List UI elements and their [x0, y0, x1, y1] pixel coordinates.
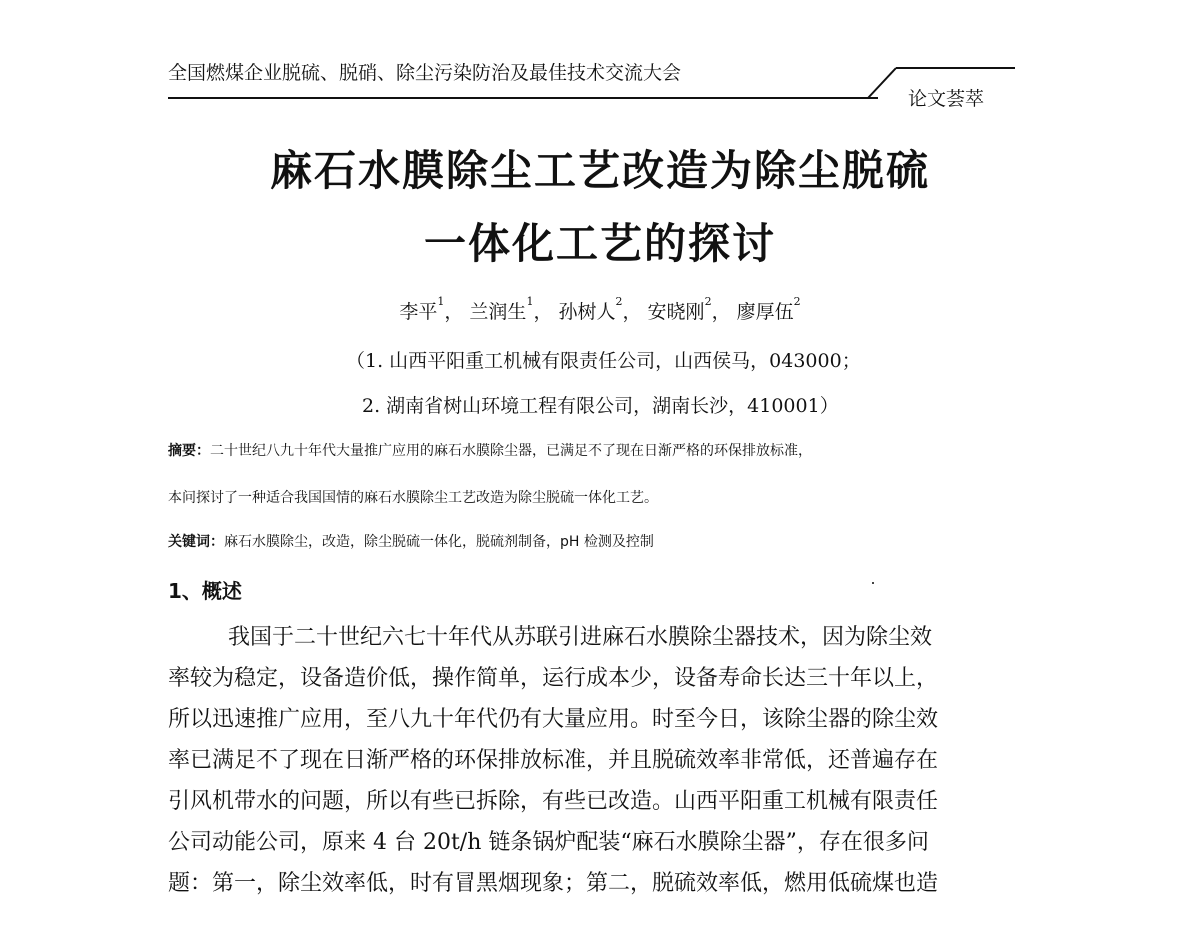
body-line: 率已满足不了现在日渐严格的环保排放标准，并且脱硫效率非常低，还普遍存在: [168, 748, 939, 773]
author: 安晓刚$^2$: [647, 295, 712, 323]
scan-speck: [872, 582, 874, 584]
abstract: [168, 440, 812, 460]
keywords: [168, 531, 654, 551]
author: 廖厚伍$^2$: [736, 295, 801, 323]
author: 李平$^1$: [399, 295, 445, 323]
body-line: 引风机带水的问题，所以有些已拆除，有些已改造。山西平阳重工机械有限责任: [168, 789, 939, 814]
keywords-text: 麻石水膜除尘，改造，除尘脱硫一体化，脱硫剂制备，pH 检测及控制: [224, 534, 654, 550]
body-line: 所以迅速推广应用，至八九十年代仍有大量应用。时至今日，该除尘器的除尘效: [168, 707, 939, 732]
keywords-label: 关键词：: [168, 534, 224, 550]
author: 孙树人$^2$: [558, 295, 623, 323]
body-line: 我国于二十世纪六七十年代从苏联引进麻石水膜除尘器技术，因为除尘效: [228, 625, 933, 650]
conference-name: 全国燃煤企业脱硫、脱硝、除尘污染防治及最佳技术交流大会: [168, 62, 682, 84]
section-tag: 论文荟萃: [908, 88, 985, 110]
abstract-label: 摘要：: [168, 443, 210, 459]
paper-title-line2: 一体化工艺的探讨: [423, 219, 776, 268]
abstract-line2: 本问探讨了一种适合我国国情的麻石水膜除尘工艺改造为除尘脱硫一体化工艺。: [168, 490, 658, 506]
author: 兰润生$^1$: [469, 295, 534, 323]
paper-title-line1: 麻石水膜除尘工艺改造为除尘脱硫: [269, 146, 930, 195]
body-line: 题：第一，除尘效率低，时有冒黑烟现象；第二，脱硫效率低，燃用低硫煤也造: [168, 871, 939, 896]
affiliation-1: （1. 山西平阳重工机械有限责任公司，山西侯马，043000；: [346, 350, 861, 372]
body-line: 率较为稳定，设备造价低，操作简单，运行成本少，设备寿命长达三十年以上，: [168, 666, 939, 691]
section-heading: 1、概述: [168, 579, 242, 603]
body-line: 公司动能公司，原来 4 台 20t/h 链条锅炉配装“麻石水膜除尘器”，存在很多问: [168, 830, 929, 855]
author-list: 李平$^1$， 兰润生$^1$， 孙树人$^2$， 安晓刚$^2$， 廖厚伍$^2$: [399, 295, 801, 323]
affiliation-2: 2. 湖南省树山环境工程有限公司，湖南长沙，410001）: [362, 395, 839, 417]
abstract-line1: 二十世纪八九十年代大量推广应用的麻石水膜除尘器，已满足不了现在日渐严格的环保排放标准，: [210, 443, 812, 459]
